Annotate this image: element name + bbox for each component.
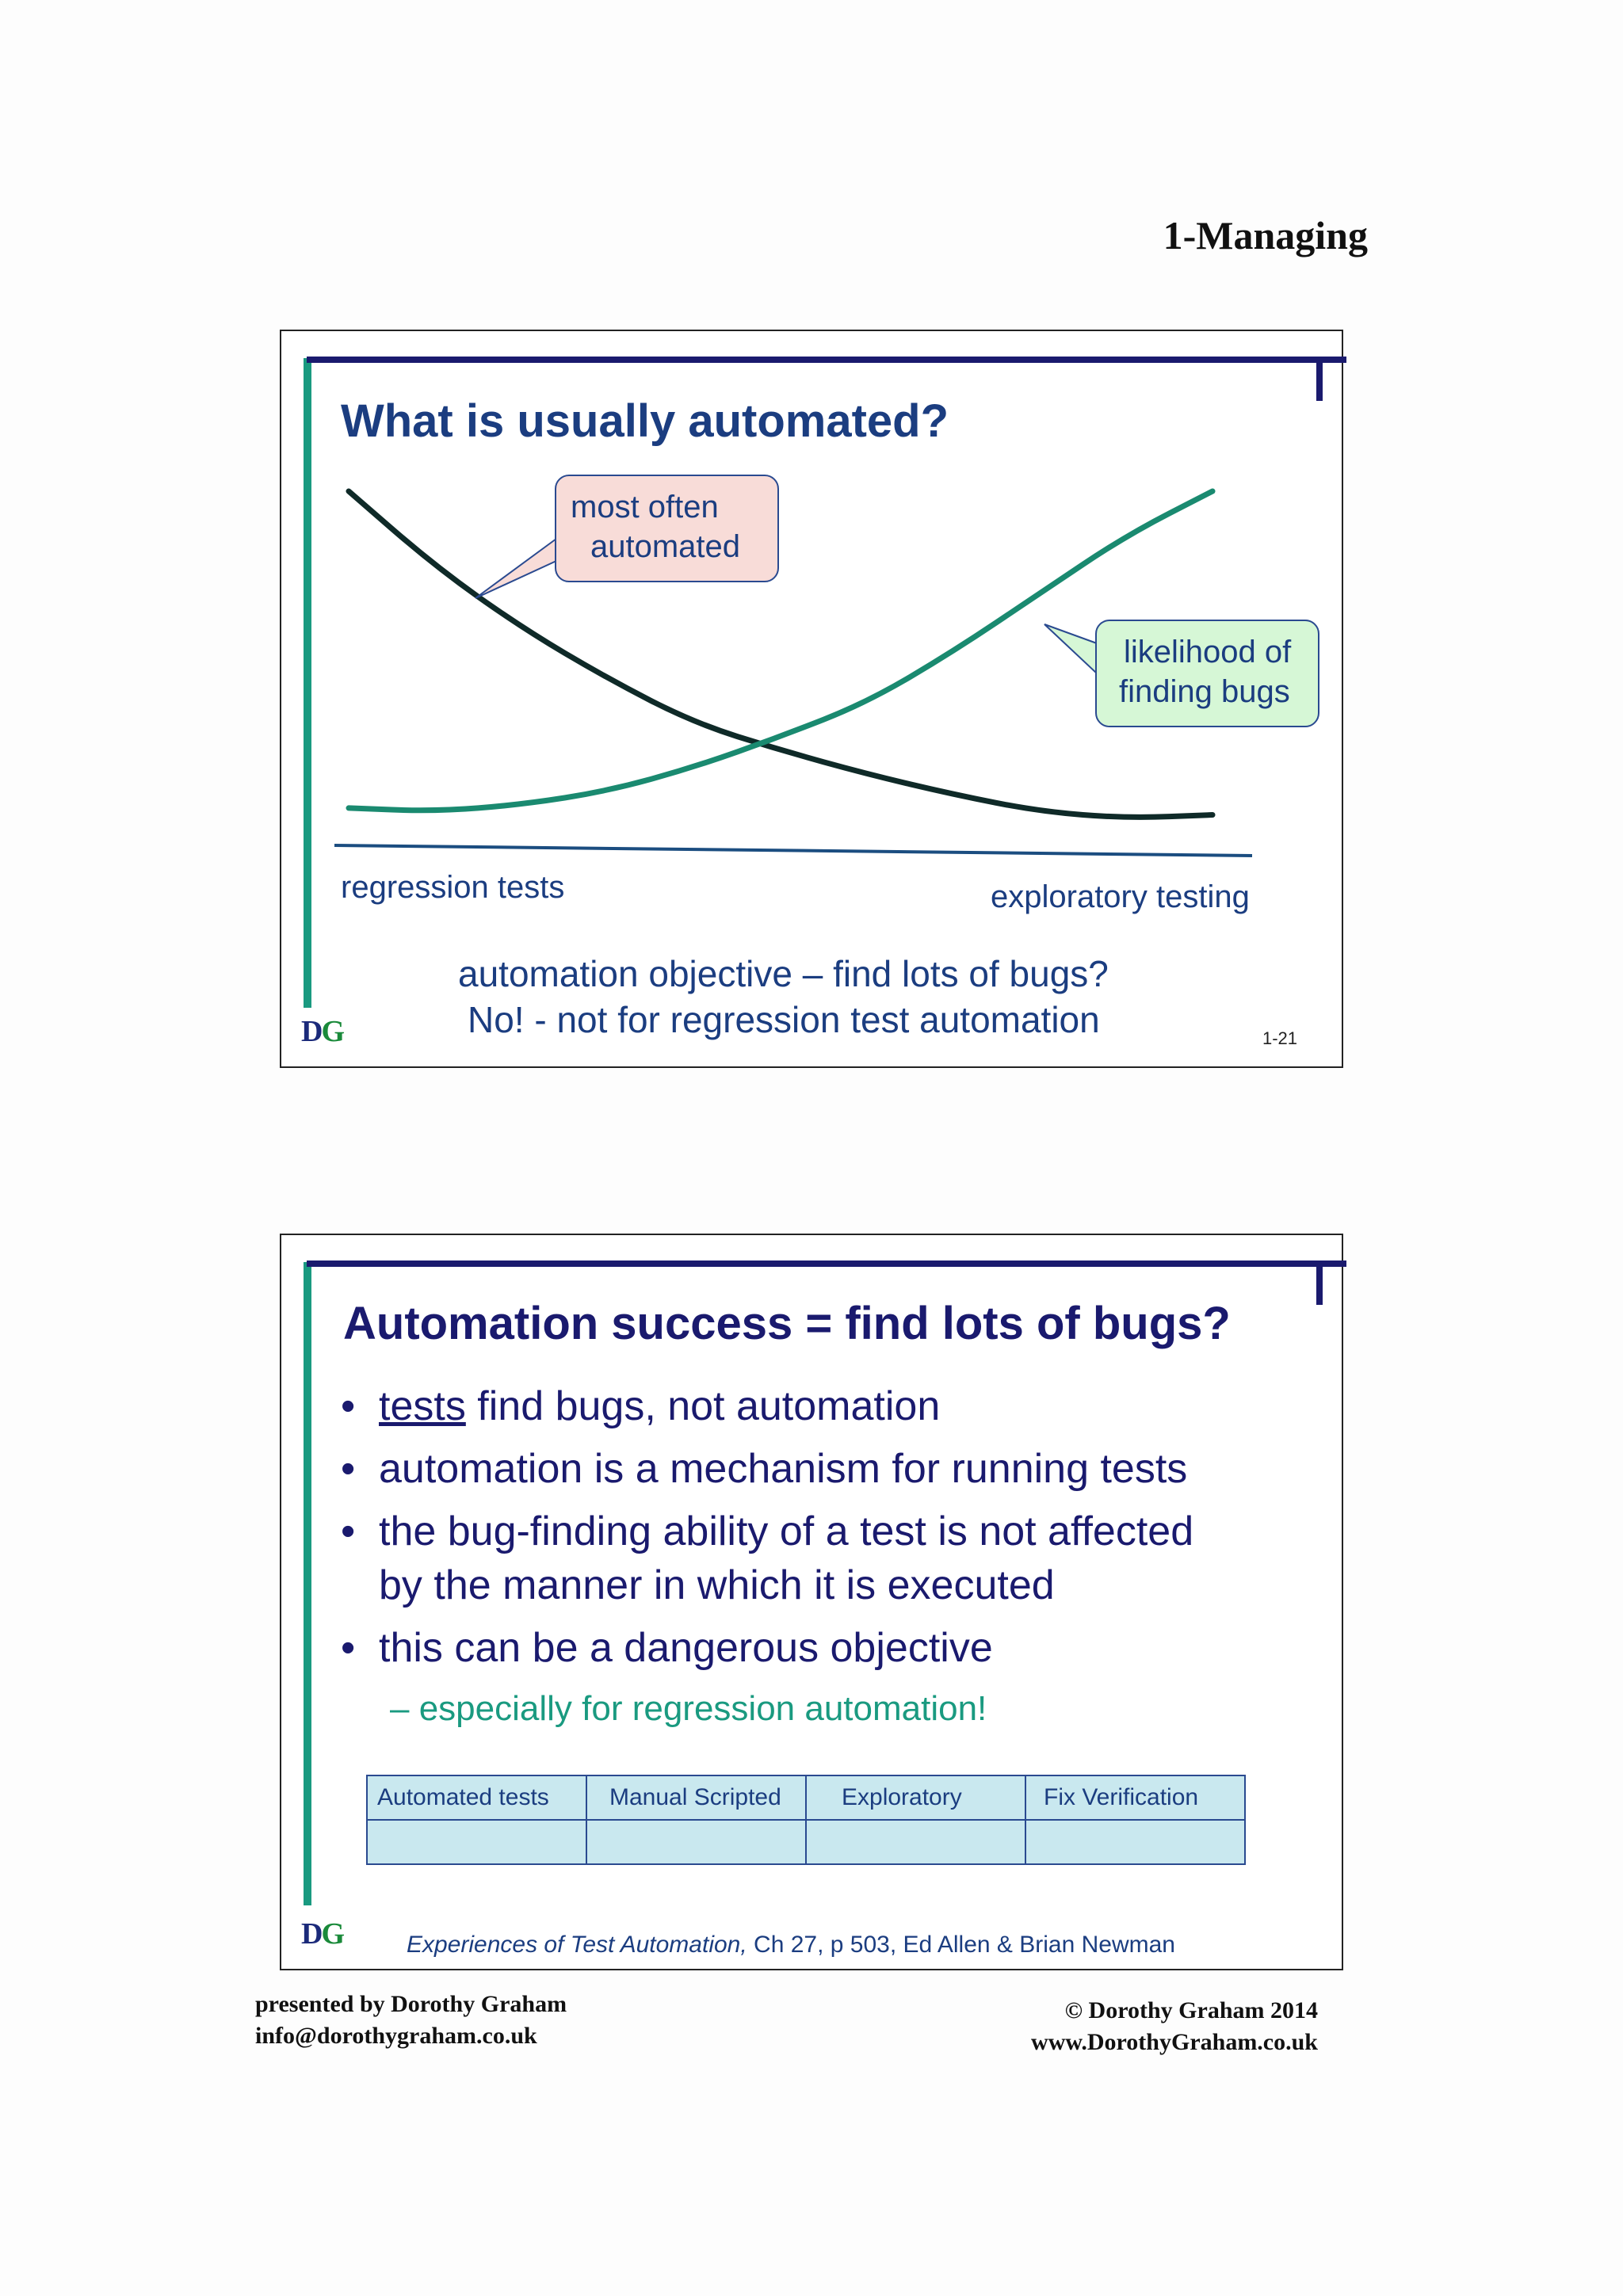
slide-accent-bar <box>304 1262 311 1905</box>
objective-line-1: automation objective – find lots of bugs? <box>458 953 1109 994</box>
axis-label-left: regression tests <box>341 870 565 905</box>
table-cell <box>586 1820 806 1864</box>
callout-likelihood-finding-bugs <box>1095 620 1319 727</box>
axis-label-right: exploratory testing <box>991 879 1250 914</box>
bullet-dot: • <box>341 1508 356 1554</box>
footer-presenter <box>255 1989 567 2052</box>
caption-details: Ch 27, p 503, Ed Allen & Brian Newman <box>747 1932 1175 1958</box>
table-header-row <box>367 1775 1245 1820</box>
bullet-dot: • <box>341 1625 356 1671</box>
underlined-word: tests <box>379 1383 466 1429</box>
footer-email: info@dorothygraham.co.uk <box>255 2023 537 2049</box>
callout-most-often-automated <box>555 475 779 582</box>
bullet-text: automation is a mechanism for running tests <box>379 1446 1188 1492</box>
bullet-dot: • <box>341 1446 356 1492</box>
table-header-cell: Exploratory <box>806 1775 1025 1820</box>
footer-website: www.DorothyGraham.co.uk <box>1031 2029 1318 2055</box>
callout-line: likelihood of <box>1124 635 1292 669</box>
table-header-cell: Fix Verification <box>1025 1775 1245 1820</box>
footer-copyright <box>1031 1995 1318 2058</box>
footer-presenter-name: presented by Dorothy Graham <box>255 1991 567 2017</box>
table-row <box>367 1820 1245 1864</box>
table-header-cell: Manual Scripted <box>586 1775 806 1820</box>
slide-corner-tick <box>1316 1261 1323 1305</box>
callout-line: most often <box>571 490 719 524</box>
slide-top-rule <box>307 1261 1346 1267</box>
callout-pointer <box>1044 624 1097 673</box>
table-cell <box>1025 1820 1245 1864</box>
table-header-cell: Automated tests <box>367 1775 586 1820</box>
document-header-title: 1-Managing <box>1163 213 1368 257</box>
caption-book-title: Experiences of Test Automation, <box>407 1932 747 1958</box>
bullet-text: by the manner in which it is executed <box>379 1562 1055 1608</box>
bullet-text: find bugs, not automation <box>465 1383 941 1429</box>
dg-logo: DG <box>301 1917 344 1951</box>
callout-line: finding bugs <box>1119 674 1290 709</box>
sub-bullet: – especially for regression automation! <box>390 1689 987 1728</box>
callout-pointer <box>475 539 556 598</box>
test-type-table <box>366 1775 1246 1865</box>
table-cell <box>367 1820 586 1864</box>
footer-copyright-line: © Dorothy Graham 2014 <box>1064 1997 1318 2023</box>
slide-title: Automation success = find lots of bugs? <box>343 1298 1231 1349</box>
x-axis-line <box>334 845 1252 856</box>
bullet-dot: • <box>341 1383 356 1429</box>
source-caption <box>407 1932 1175 1958</box>
page-number: 1-21 <box>1262 1028 1298 1048</box>
bullet-text: this can be a dangerous objective <box>379 1625 993 1671</box>
table-cell <box>806 1820 1025 1864</box>
dg-logo: DG <box>301 1015 344 1048</box>
bullet-text: the bug-finding ability of a test is not affected <box>379 1508 1194 1554</box>
slide-title: What is usually automated? <box>341 395 949 447</box>
objective-line-2: No! - not for regression test automation <box>468 999 1100 1040</box>
callout-line: automated <box>590 529 741 564</box>
